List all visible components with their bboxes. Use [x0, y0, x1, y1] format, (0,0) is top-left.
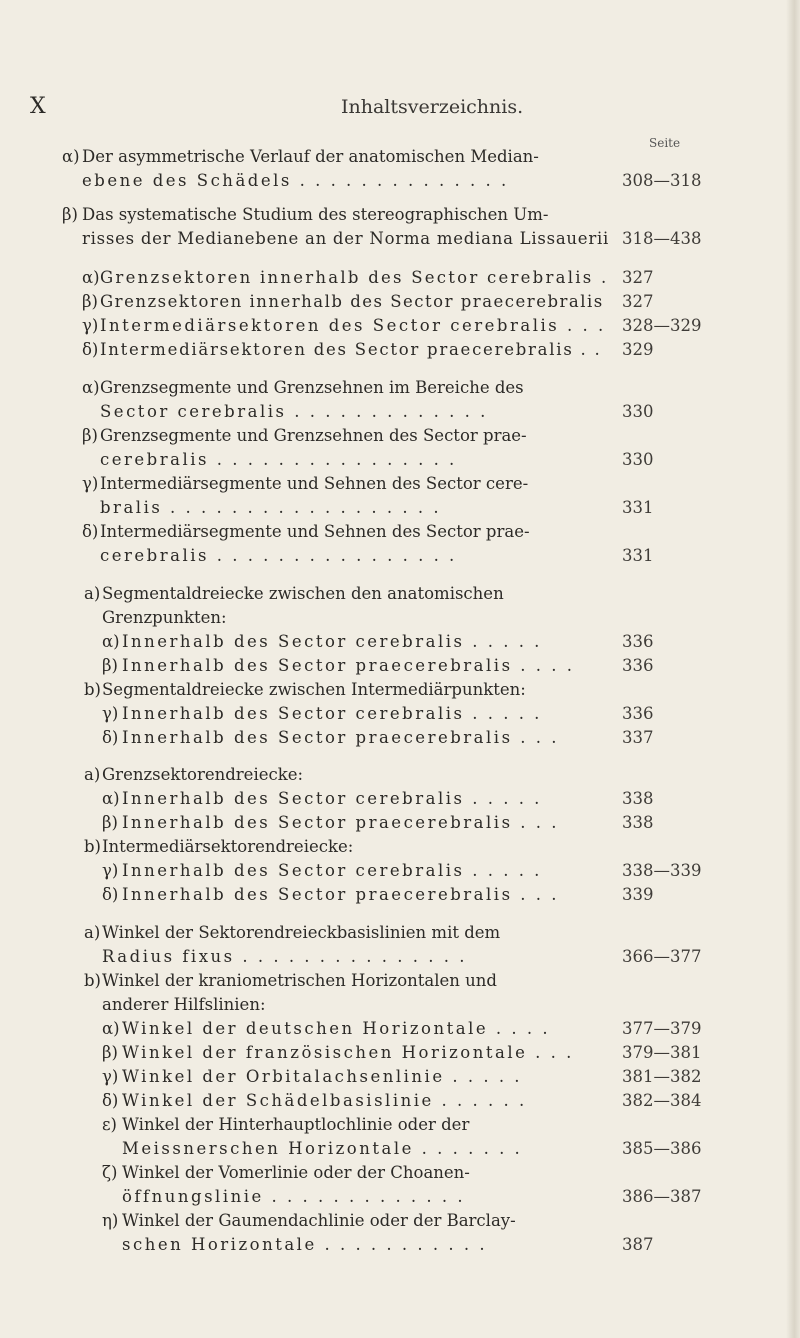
toc-entry-label: β) [102, 656, 118, 675]
toc-entry-label: b) [84, 971, 101, 990]
toc-entry-title: ebene des Schädels . . . . . . . . . . . . . . [82, 171, 509, 190]
toc-entry-label: δ) [82, 522, 99, 541]
toc-entry-label: β) [102, 1043, 118, 1062]
toc-entry-label: ζ) [102, 1163, 118, 1182]
toc-entry-label: γ) [82, 474, 99, 493]
toc-entry-label: a) [84, 765, 101, 784]
toc-entry-title: Segmentaldreiecke zwischen Intermediärpunkten: [102, 680, 526, 699]
toc-entry-title: Winkel der französischen Horizontale . . . [122, 1043, 574, 1062]
toc-entry-label: δ) [102, 1091, 119, 1110]
toc-entry-label: b) [84, 837, 101, 856]
toc-entry-page: 381—382 [622, 1067, 702, 1086]
toc-entry-page: 337 [622, 728, 654, 747]
page-number: X [30, 94, 47, 119]
toc-entry-title: Intermediärsektoren des Sector praecerebralis . . [100, 340, 602, 359]
toc-entry-title: Winkel der Orbitalachsenlinie . . . . . [122, 1067, 523, 1086]
toc-entry-title: Intermediärsektorendreiecke: [102, 837, 354, 856]
toc-entry-title: Intermediärsegmente und Sehnen des Sector cere- [100, 474, 529, 493]
toc-entry-label: α) [62, 147, 80, 166]
toc-entry-label: α) [82, 268, 100, 287]
toc-entry-label: b) [84, 680, 101, 699]
toc-entry-title: Winkel der Gaumendachlinie oder der Barclay- [122, 1211, 516, 1230]
toc-entry-page: 336 [622, 656, 654, 675]
toc-entry-label: γ) [102, 861, 119, 880]
toc-entry-page: 377—379 [622, 1019, 702, 1038]
toc-entry-page: 387 [622, 1235, 654, 1254]
toc-entry-label: β) [82, 426, 98, 445]
toc-entry-page: 330 [622, 450, 654, 469]
toc-entry-label: α) [102, 1019, 120, 1038]
running-head: Inhaltsverzeichnis. [341, 96, 524, 118]
toc-entry-title: Innerhalb des Sector cerebralis . . . . . [122, 704, 542, 723]
toc-entry-title: Der asymmetrische Verlauf der anatomischen Median- [82, 147, 539, 166]
toc-entry-title: risses der Medianebene an der Norma mediana Lissauerii [82, 229, 610, 248]
toc-entry-title: Das systematische Studium des stereographischen Um- [82, 205, 549, 224]
toc-entry-label: β) [82, 292, 98, 311]
toc-entry-title: Innerhalb des Sector praecerebralis . . . [122, 813, 560, 832]
toc-entry-page: 338—339 [622, 861, 702, 880]
toc-entry-title: Radius fixus . . . . . . . . . . . . . . . [102, 947, 467, 966]
toc-entry-page: 385—386 [622, 1139, 702, 1158]
toc-entry-title: Winkel der Sektorendreieckbasislinien mit dem [102, 923, 501, 942]
toc-entry-title: cerebralis . . . . . . . . . . . . . . . . [100, 546, 457, 565]
toc-entry-page: 338 [622, 813, 654, 832]
toc-entry-page: 318—438 [622, 229, 702, 248]
toc-entry-page: 330 [622, 402, 654, 421]
toc-entry-page: 336 [622, 632, 654, 651]
toc-entry-page: 382—384 [622, 1091, 702, 1110]
toc-entry-page: 331 [622, 498, 654, 517]
toc-entry-label: α) [102, 632, 120, 651]
toc-entry-title: öffnungslinie . . . . . . . . . . . . . [122, 1187, 466, 1206]
toc-entry-title: Grenzsektoren innerhalb des Sector cerebralis . [100, 268, 609, 287]
toc-entry-title: Winkel der Vomerlinie oder der Choanen- [122, 1163, 470, 1182]
toc-entry-page: 339 [622, 885, 654, 904]
toc-entry-page: 328—329 [622, 316, 702, 335]
toc-entry-label: η) [102, 1211, 119, 1230]
toc-entry-title: bralis . . . . . . . . . . . . . . . . . . [100, 498, 442, 517]
toc-entry-label: γ) [102, 704, 119, 723]
toc-entry-title: Grenzsegmente und Grenzsehnen im Bereiche des [100, 378, 524, 397]
toc-entry-label: β) [102, 813, 118, 832]
toc-entry-title: anderer Hilfslinien: [102, 995, 266, 1014]
toc-entry-title: Intermediärsektoren des Sector cerebralis . . . [100, 316, 606, 335]
toc-entry-label: δ) [102, 885, 119, 904]
toc-entry-title: Segmentaldreiecke zwischen den anatomischen [102, 584, 504, 603]
toc-entry-label: δ) [102, 728, 119, 747]
toc-entry-title: Winkel der Schädelbasislinie . . . . . . [122, 1091, 527, 1110]
page-edge-shadow [786, 0, 800, 1338]
toc-entry-label: ε) [102, 1115, 117, 1134]
toc-entry-title: Winkel der deutschen Horizontale . . . . [122, 1019, 551, 1038]
toc-entry-page: 379—381 [622, 1043, 702, 1062]
toc-entry-title: Winkel der Hinterhauptlochlinie oder der [122, 1115, 470, 1134]
toc-entry-label: γ) [82, 316, 99, 335]
toc-entry-title: Innerhalb des Sector praecerebralis . . . [122, 885, 560, 904]
toc-entry-page: 327 [622, 292, 654, 311]
toc-entry-page: 336 [622, 704, 654, 723]
toc-entry-title: Intermediärsegmente und Sehnen des Sector prae- [100, 522, 530, 541]
toc-entry-label: β) [62, 205, 78, 224]
toc-entry-page: 386—387 [622, 1187, 702, 1206]
toc-entry-label: δ) [82, 340, 99, 359]
toc-entry-title: Innerhalb des Sector praecerebralis . . . [122, 728, 560, 747]
toc-entry-title: cerebralis . . . . . . . . . . . . . . . . [100, 450, 457, 469]
toc-entry-title: Winkel der kraniometrischen Horizontalen und [102, 971, 497, 990]
toc-entry-title: Grenzsektorendreiecke: [102, 765, 304, 784]
seite-column-label: Seite [649, 136, 681, 150]
toc-entry-page: 308—318 [622, 171, 702, 190]
toc-entry-title: schen Horizontale . . . . . . . . . . . [122, 1235, 488, 1254]
toc-entry-title: Grenzsektoren innerhalb des Sector praecerebralis [100, 292, 604, 311]
toc-entry-title: Grenzsegmente und Grenzsehnen des Sector prae- [100, 426, 527, 445]
toc-entry-label: α) [102, 789, 120, 808]
toc-entry-label: α) [82, 378, 100, 397]
toc-entry-label: γ) [102, 1067, 119, 1086]
toc-entry-title: Sector cerebralis . . . . . . . . . . . . . [100, 402, 488, 421]
toc-entry-title: Innerhalb des Sector cerebralis . . . . . [122, 789, 542, 808]
toc-entry-title: Innerhalb des Sector cerebralis . . . . . [122, 632, 542, 651]
toc-entry-title: Innerhalb des Sector praecerebralis . . . . [122, 656, 575, 675]
toc-entry-label: a) [84, 584, 101, 603]
toc-entry-page: 366—377 [622, 947, 702, 966]
toc-entry-page: 338 [622, 789, 654, 808]
toc-entry-title: Grenzpunkten: [102, 608, 227, 627]
toc-entry-title: Innerhalb des Sector cerebralis . . . . . [122, 861, 542, 880]
toc-entry-page: 331 [622, 546, 654, 565]
toc-entry-title: Meissnerschen Horizontale . . . . . . . [122, 1139, 523, 1158]
toc-entry-label: a) [84, 923, 101, 942]
toc-entry-page: 329 [622, 340, 654, 359]
toc-entry-page: 327 [622, 268, 654, 287]
